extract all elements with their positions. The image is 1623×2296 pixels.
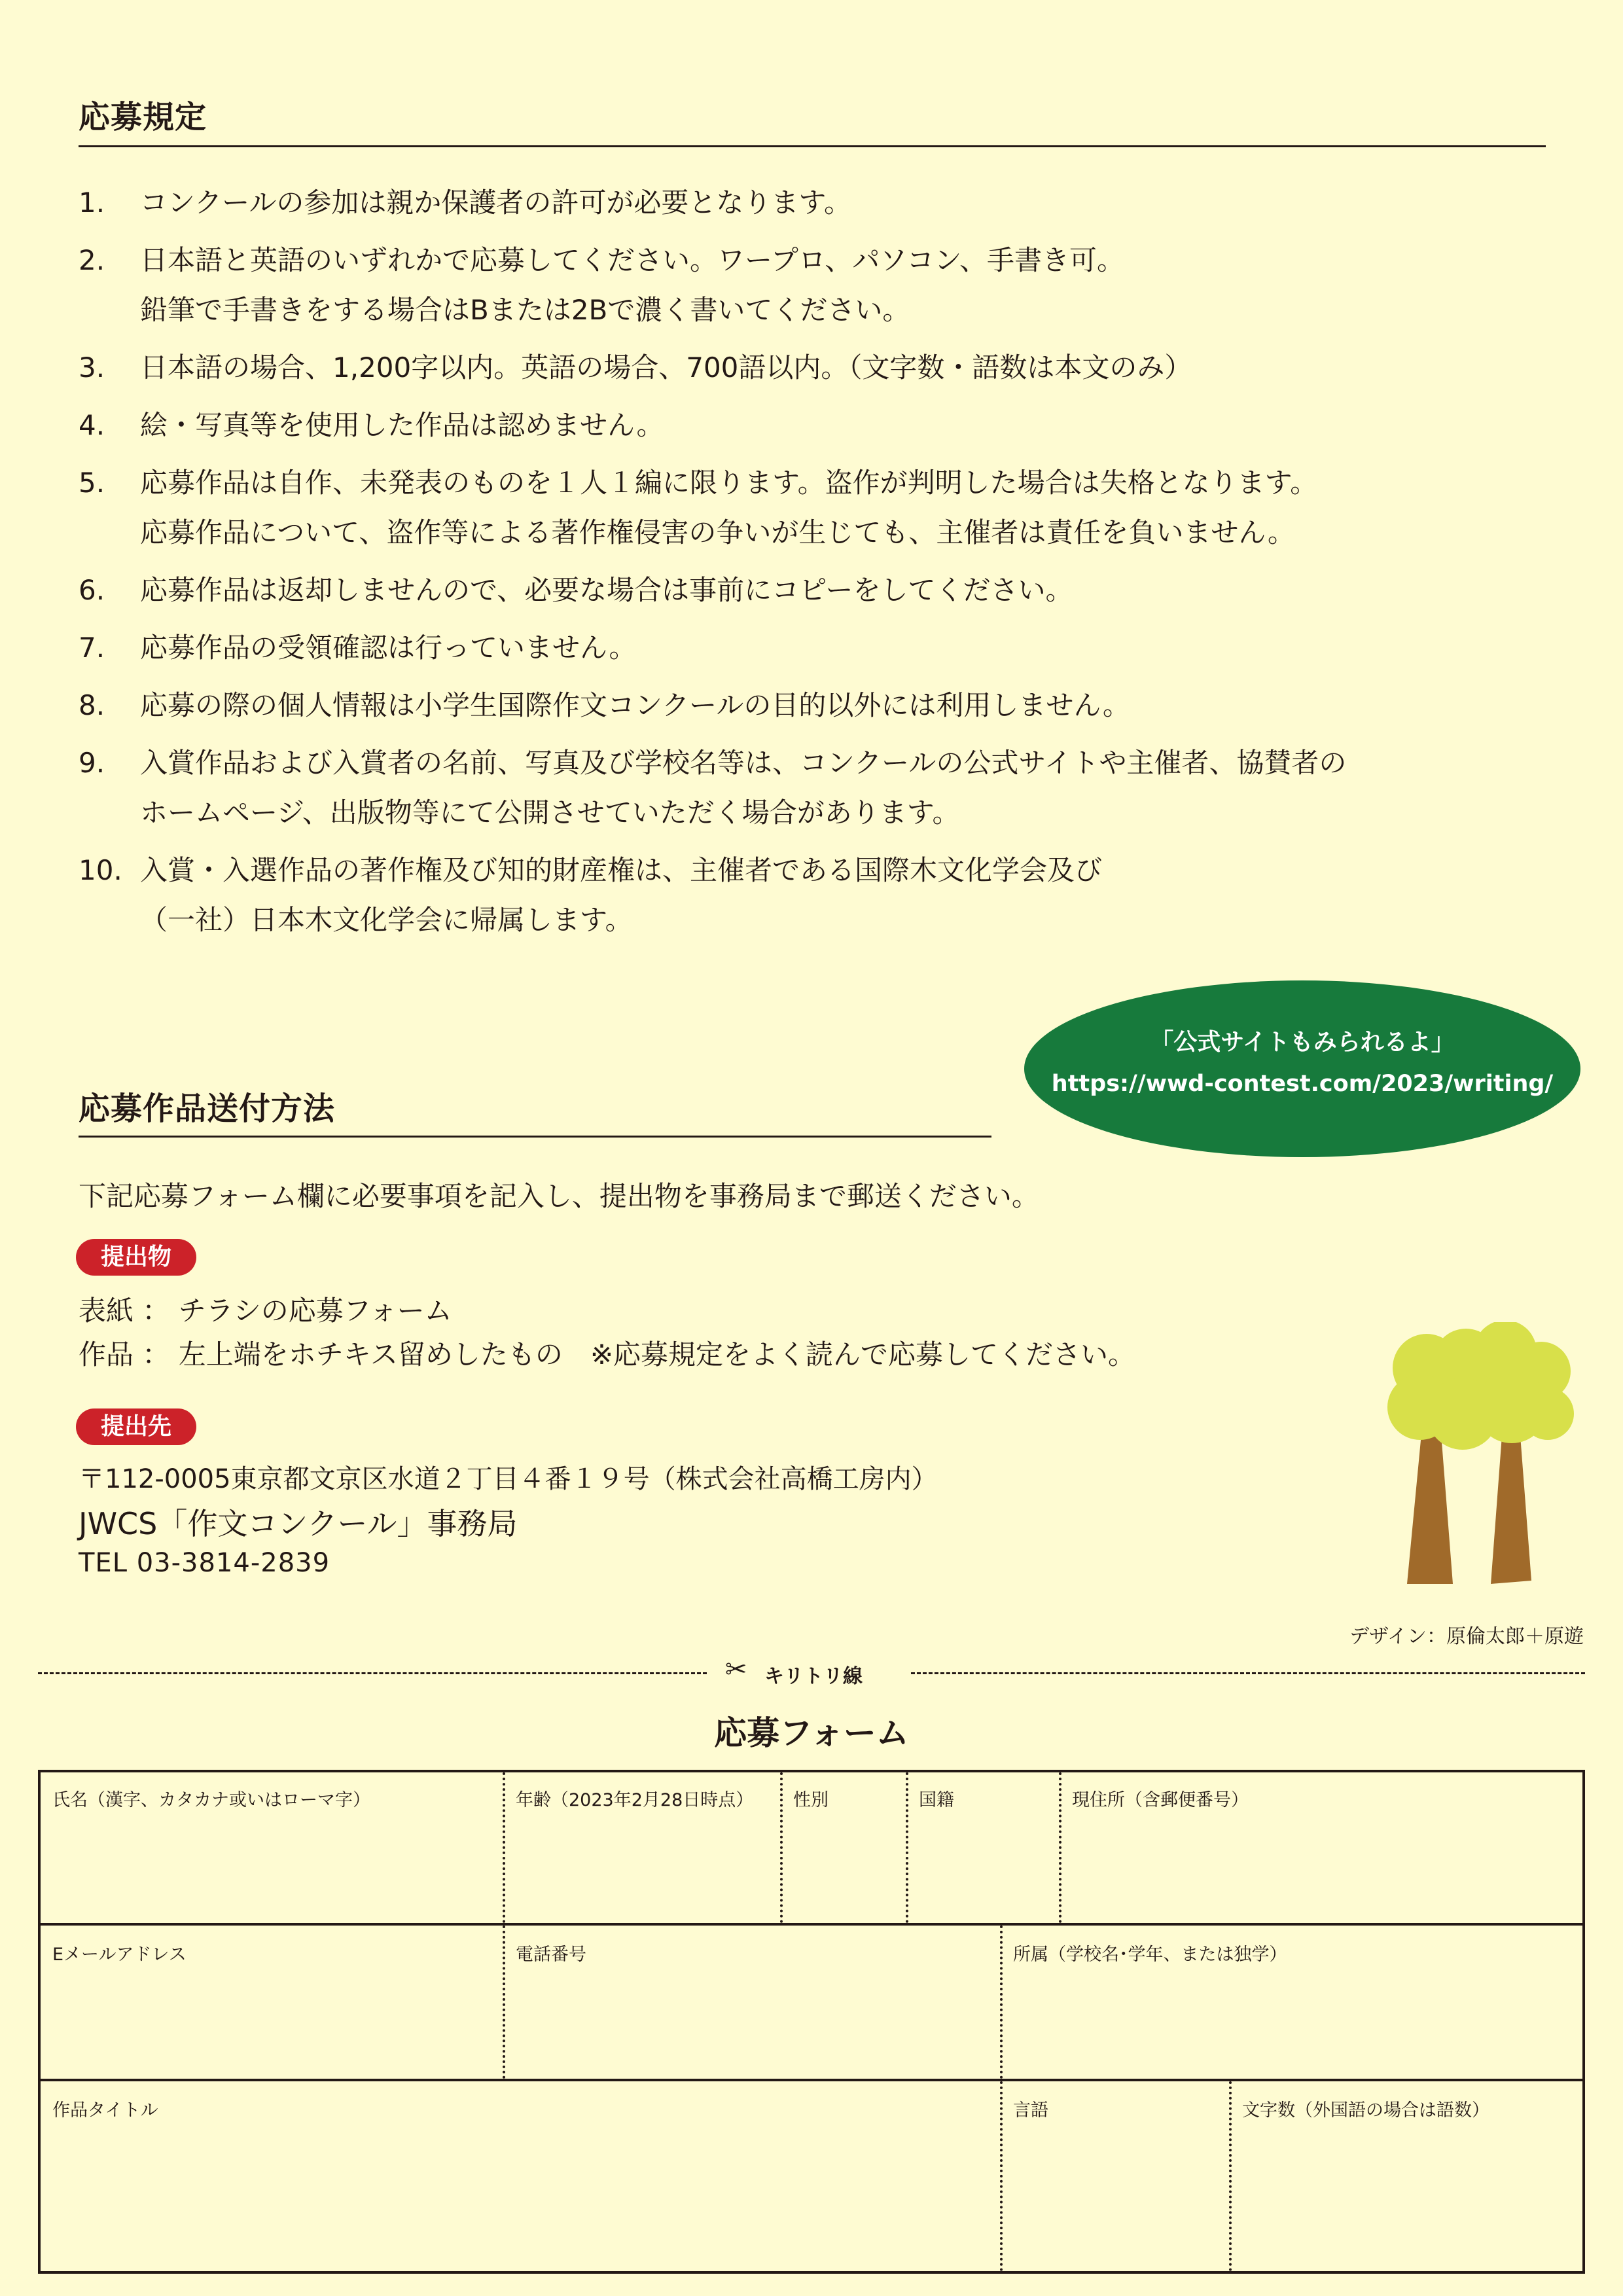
rule-text: 応募作品は返却しませんので、必要な場合は事前にコピーをしてください。 — [140, 574, 1073, 606]
rule-number: 2. — [79, 244, 105, 276]
send-heading-rule — [79, 1136, 991, 1138]
field-name[interactable]: 氏名（漢字、カタカナ或いはローマ字） — [52, 1790, 370, 1810]
send-heading: 応募作品送付方法 — [79, 1090, 336, 1127]
rule-item — [79, 846, 1544, 945]
scissors-icon: ✂ — [725, 1655, 747, 1685]
row3-divider-1 — [1000, 2081, 1003, 2271]
rule-text: 入賞作品および入賞者の名前、写真及び学校名等は、コンクールの公式サイトや主催者、協賛者の ホームページ、出版物等にて公開させていただく場合があります。 — [140, 747, 1347, 829]
rule-item — [79, 565, 1544, 615]
submission-badge: 提出物 — [76, 1239, 196, 1276]
row2-divider-1 — [503, 1926, 505, 2079]
row1-divider-2 — [780, 1772, 783, 1923]
tree-canopy — [1387, 1322, 1574, 1450]
rule-number: 9. — [79, 747, 105, 779]
entry-form — [38, 1770, 1585, 2274]
rule-item — [79, 681, 1544, 730]
field-gender[interactable]: 性別 — [793, 1790, 829, 1810]
field-work-title[interactable]: 作品タイトル — [52, 2100, 158, 2121]
field-email[interactable]: Eメールアドレス — [52, 1945, 187, 1965]
submission-cover: 表紙 ： チラシの応募フォーム — [79, 1295, 452, 1327]
rule-item — [79, 178, 1544, 228]
row1-divider-1 — [503, 1772, 505, 1923]
field-nationality[interactable]: 国籍 — [919, 1790, 954, 1810]
rule-number: 7. — [79, 632, 105, 664]
cut-line-left — [38, 1672, 707, 1674]
rule-text: 日本語と英語のいずれかで応募してください。ワープロ、パソコン、手書き可。 鉛筆で手書きをする場合はBまたは2Bで濃く書いてください。 — [140, 244, 1125, 326]
row1-divider-4 — [1059, 1772, 1061, 1923]
rule-number: 1. — [79, 187, 105, 219]
official-site-url[interactable]: https://wwd-contest.com/2023/writing/ — [1051, 1071, 1554, 1097]
rule-item — [79, 401, 1544, 450]
rule-number: 3. — [79, 351, 105, 384]
rule-item — [79, 738, 1544, 838]
form-row-divider-1 — [41, 1923, 1582, 1926]
destination-tel: TEL 03-3814-2839 — [79, 1548, 330, 1578]
rule-text: コンクールの参加は親か保護者の許可が必要となります。 — [140, 187, 851, 219]
tree-trunk-left — [1407, 1433, 1453, 1584]
row3-divider-2 — [1229, 2081, 1232, 2271]
design-credit: デザイン：原倫太郎＋原遊 — [1349, 1625, 1584, 1648]
field-address[interactable]: 現住所（含郵便番号） — [1072, 1790, 1249, 1810]
rule-number: 4. — [79, 409, 105, 441]
destination-office: JWCS「作文コンクール」事務局 — [79, 1506, 518, 1541]
form-row-divider-2 — [41, 2079, 1582, 2081]
rule-text: 入賞・入選作品の著作権及び知的財産権は、主催者である国際木文化学会及び （一社）日本木文化学会に帰属します。 — [140, 854, 1103, 936]
field-language[interactable]: 言語 — [1013, 2100, 1048, 2121]
rule-text: 応募作品の受領確認は行っていません。 — [140, 632, 637, 664]
bubble-caption: 「公式サイトもみられるよ」 — [1150, 1029, 1455, 1056]
field-affiliation[interactable]: 所属（学校名･学年、または独学） — [1013, 1945, 1287, 1965]
send-intro: 下記応募フォーム欄に必要事項を記入し、提出物を事務局まで郵送ください。 — [79, 1180, 1039, 1212]
cut-line-right — [911, 1672, 1585, 1674]
official-site-bubble — [1024, 980, 1580, 1157]
rule-item — [79, 236, 1544, 335]
form-title: 応募フォーム — [714, 1714, 909, 1752]
rule-number: 5. — [79, 467, 105, 499]
rule-item — [79, 343, 1544, 393]
rule-number: 10. — [79, 854, 122, 886]
submission-work: 作品 ： 左上端をホチキス留めしたもの ※応募規定をよく読んで応募してください。 — [79, 1338, 1136, 1371]
destination-badge: 提出先 — [76, 1408, 196, 1445]
rule-item — [79, 623, 1544, 673]
rule-number: 8. — [79, 689, 105, 721]
rule-text: 日本語の場合、1,200字以内。英語の場合、700語以内。（文字数・語数は本文のみ） — [140, 351, 1192, 384]
destination-address: 〒112-0005東京都文京区水道２丁目４番１９号（株式会社高橋工房内） — [79, 1464, 938, 1494]
tree-trunk-right — [1491, 1427, 1531, 1584]
rules-list — [79, 178, 1544, 953]
rule-number: 6. — [79, 574, 105, 606]
field-age[interactable]: 年齢（2023年2月28日時点） — [516, 1790, 754, 1810]
row1-divider-3 — [906, 1772, 908, 1923]
trees-illustration — [1381, 1322, 1577, 1590]
cut-line-label: キリトリ線 — [764, 1665, 863, 1688]
field-char-count[interactable]: 文字数（外国語の場合は語数） — [1242, 2100, 1489, 2121]
rule-text: 絵・写真等を使用した作品は認めません。 — [140, 409, 664, 441]
rule-text: 応募作品は自作、未発表のものを１人１編に限ります。盗作が判明した場合は失格となります。 応募作品について、盗作等による著作権侵害の争いが生じても、主催者は責任を負いません。 — [140, 467, 1318, 548]
field-phone[interactable]: 電話番号 — [516, 1945, 586, 1965]
rule-item — [79, 458, 1544, 558]
rules-heading: 応募規定 — [79, 99, 207, 135]
rules-heading-rule — [79, 145, 1546, 147]
rule-text: 応募の際の個人情報は小学生国際作文コンクールの目的以外には利用しません。 — [140, 689, 1130, 721]
row2-divider-2 — [1000, 1926, 1003, 2079]
